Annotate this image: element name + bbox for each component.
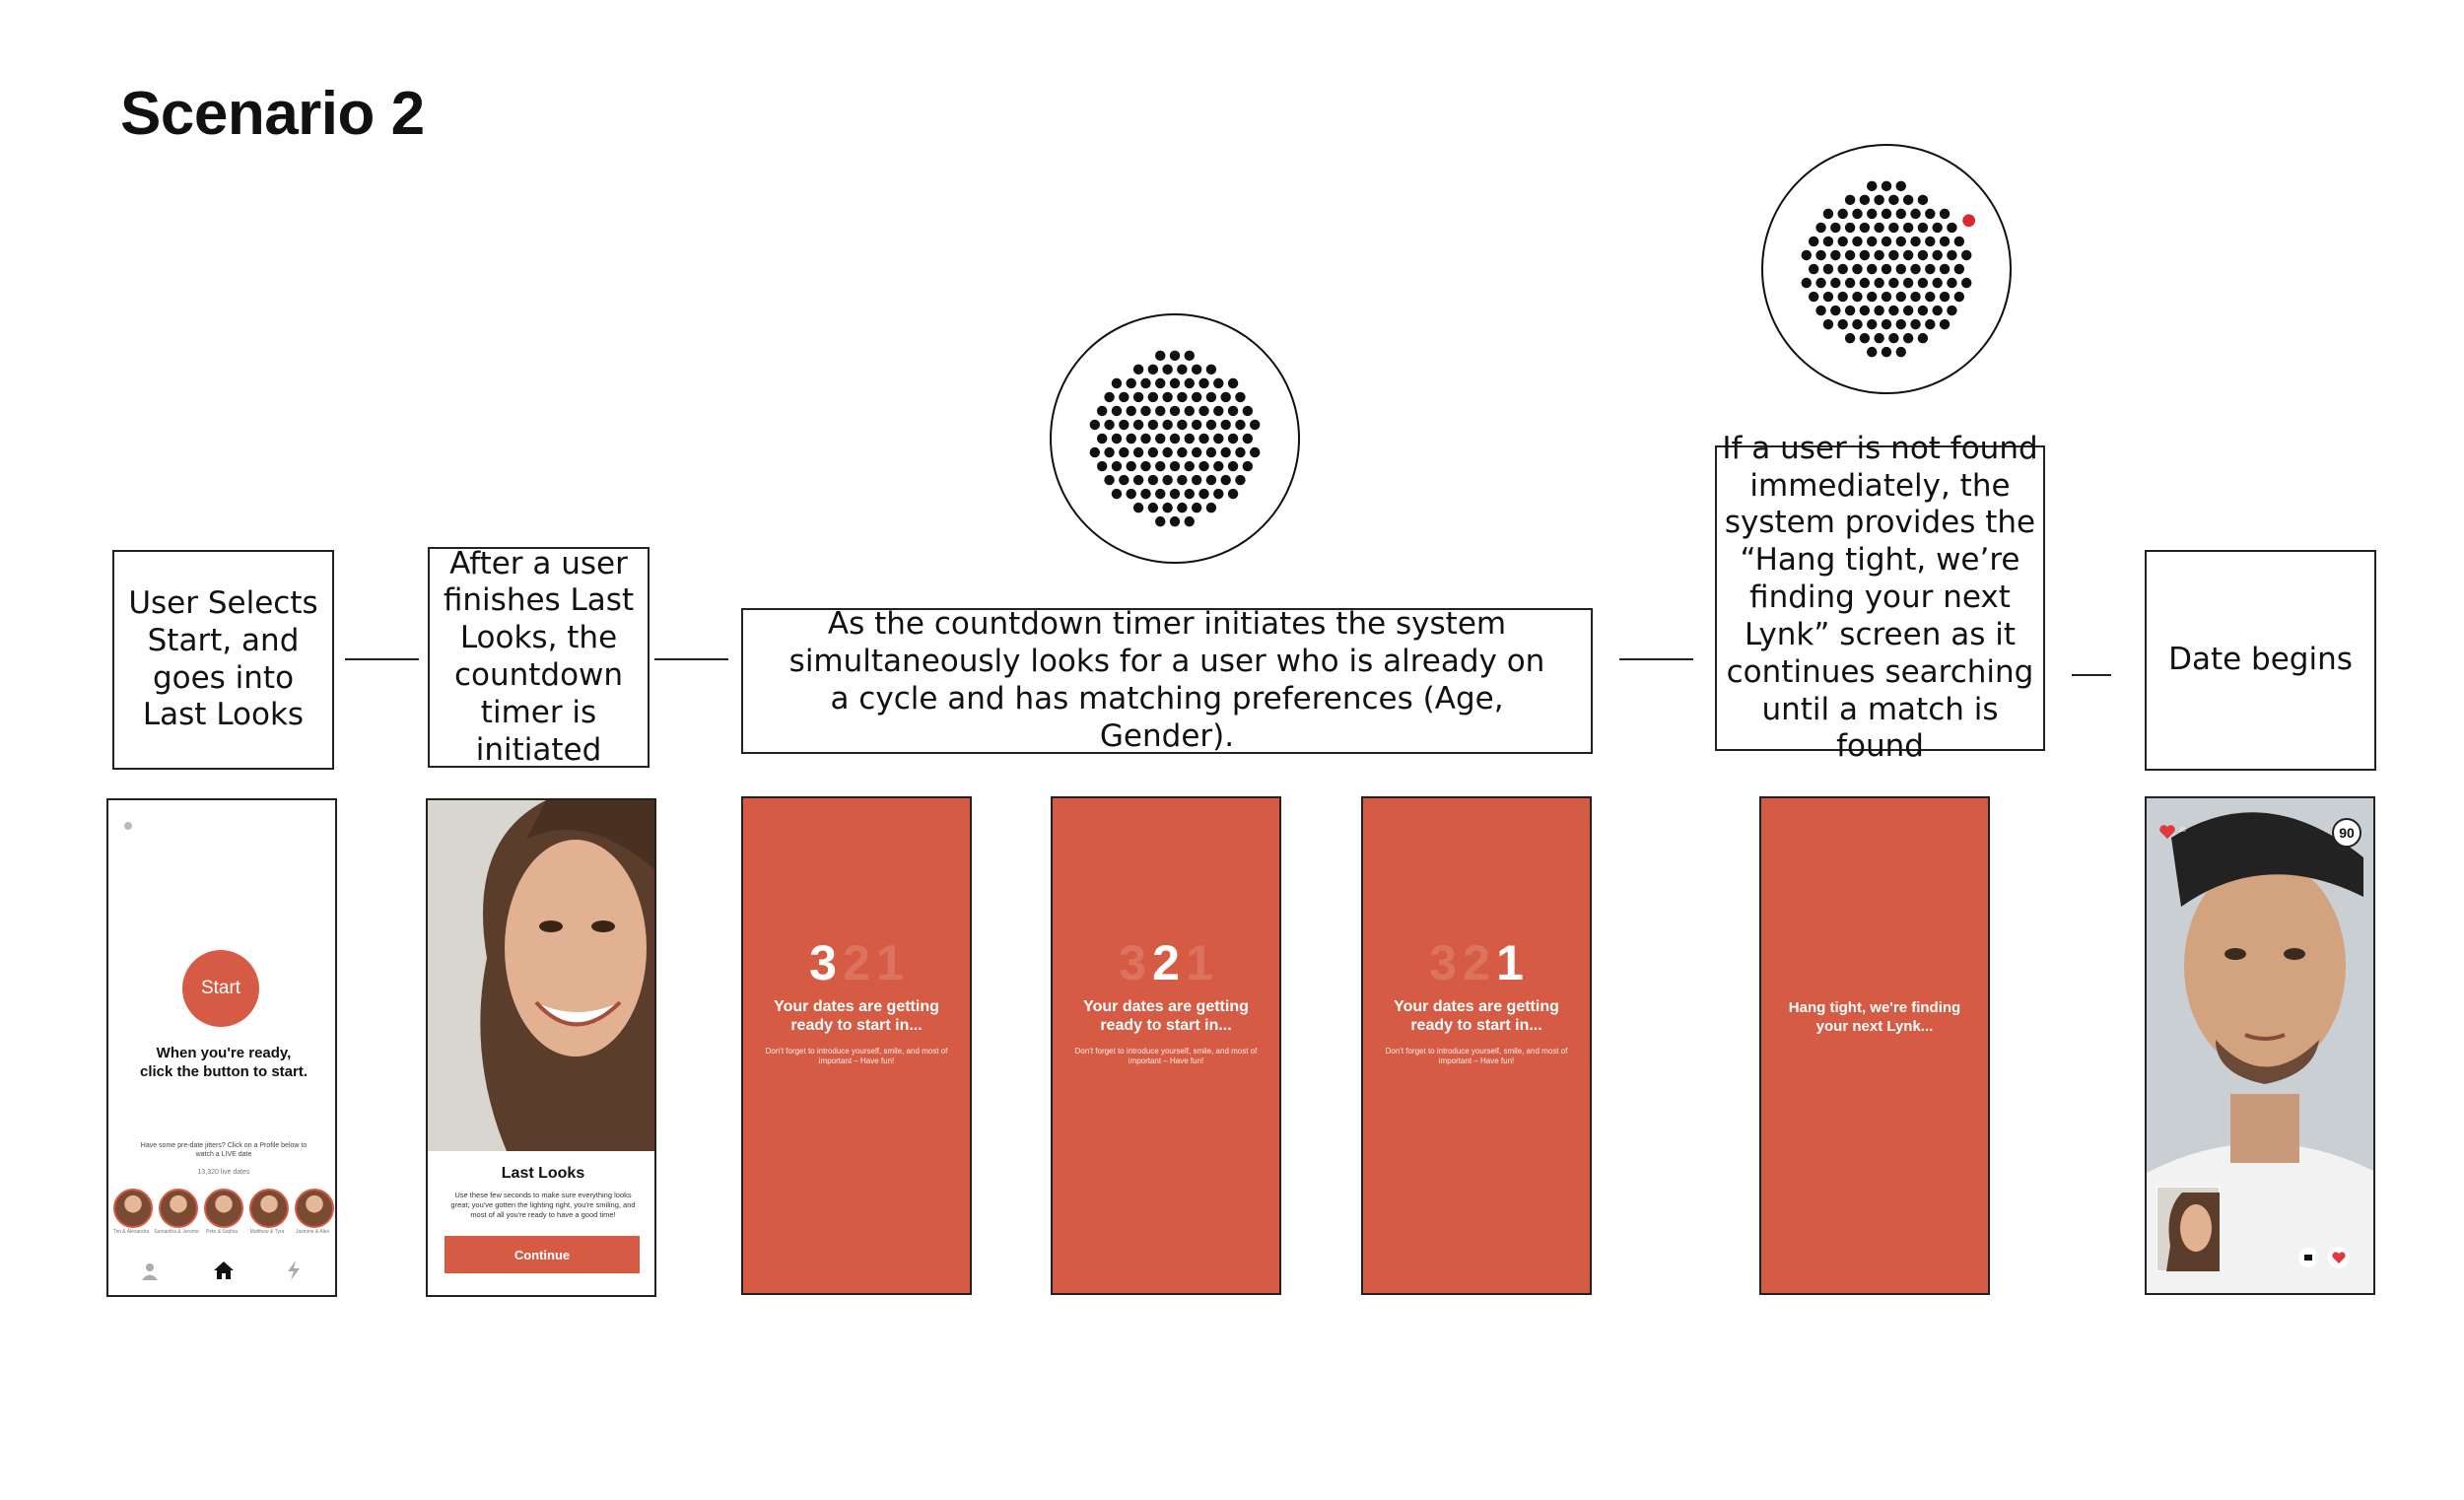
search-dot [1903, 306, 1913, 315]
search-dot [1192, 420, 1201, 430]
search-dot [1888, 250, 1898, 260]
search-dot [1845, 306, 1855, 315]
search-dot [1845, 223, 1855, 233]
avatar[interactable] [159, 1189, 198, 1228]
connector-line [345, 658, 419, 660]
search-dot [1903, 333, 1913, 343]
search-dot [1888, 223, 1898, 233]
search-dot [1140, 434, 1150, 443]
search-dot [1162, 447, 1172, 457]
hang-tight-text: Hang tight, we're finding your next Lynk... [1788, 999, 1961, 1035]
countdown-digit: 1 [876, 935, 904, 990]
search-dot [1155, 351, 1165, 361]
avatar-name: Pete & Sophia [206, 1229, 238, 1235]
search-dot [1815, 250, 1825, 260]
date-screen [2145, 796, 2375, 1295]
search-dot [1112, 461, 1122, 471]
search-dot [1852, 292, 1862, 302]
heart-icon[interactable] [2328, 1247, 2350, 1268]
search-dot [1206, 475, 1216, 485]
countdown-digit: 3 [1119, 935, 1146, 990]
search-dot [1867, 264, 1877, 274]
search-dot [1961, 250, 1971, 260]
search-dot [1925, 319, 1935, 329]
countdown-digit: 1 [1496, 935, 1524, 990]
search-dot [1947, 306, 1956, 315]
connector-line [1619, 658, 1693, 660]
search-dot [1874, 223, 1883, 233]
avatar-name: Samantha & Jerome [154, 1229, 199, 1235]
heart-icon [2158, 824, 2176, 840]
hang-tight-screen [1759, 796, 1990, 1295]
avatar[interactable] [204, 1189, 243, 1228]
search-dot [1918, 195, 1928, 205]
search-dot [1148, 365, 1158, 375]
search-dot [1947, 278, 1956, 288]
search-dot [1177, 447, 1187, 457]
last-looks-title: Last Looks [501, 1165, 585, 1182]
search-dot [1155, 489, 1165, 499]
search-dot [1250, 447, 1260, 457]
search-dot [1882, 319, 1891, 329]
avatar-name: Jasmine & Alex [295, 1229, 330, 1235]
search-dot [1162, 420, 1172, 430]
search-dot [1133, 447, 1143, 457]
search-dot [1192, 392, 1201, 402]
search-dot [1243, 406, 1253, 416]
search-dot [1192, 365, 1201, 375]
countdown-digits [743, 934, 970, 991]
jitters-text: Have some pre-date jitters? Click on a Profile below to watch a LIVE date [140, 1142, 308, 1159]
search-dot [1192, 503, 1201, 512]
search-dot [1837, 292, 1847, 302]
search-dot [1206, 392, 1216, 402]
search-dot [1823, 209, 1833, 219]
search-dot [1206, 447, 1216, 457]
search-dot [1170, 489, 1180, 499]
avatar-name: Tim & Alexandra [112, 1229, 150, 1235]
countdown-screen-3 [741, 796, 972, 1295]
countdown-heading: Your dates are getting ready to start in... [774, 998, 939, 1035]
search-dot [1097, 461, 1107, 471]
search-dot [1910, 209, 1920, 219]
step-box-start: User Selects Start, and goes into Last Looks [112, 550, 334, 770]
search-dot [1228, 434, 1238, 443]
search-dot [1148, 475, 1158, 485]
search-dot [1910, 292, 1920, 302]
search-dot [1823, 292, 1833, 302]
search-dot [1126, 434, 1135, 443]
search-dot [1837, 264, 1847, 274]
search-dot [1177, 392, 1187, 402]
search-dot [1126, 461, 1135, 471]
search-dots-icon [1761, 144, 2012, 394]
search-dot [1155, 516, 1165, 526]
search-dot [1177, 475, 1187, 485]
search-dot [1170, 406, 1180, 416]
search-dot [1888, 306, 1898, 315]
search-dot [1888, 195, 1898, 205]
live-count: 13,320 live dates [197, 1169, 250, 1176]
search-dot [1192, 447, 1201, 457]
search-dot [1133, 475, 1143, 485]
search-dot [1185, 434, 1195, 443]
search-dot [1126, 489, 1135, 499]
search-dot [1198, 489, 1208, 499]
search-dot [1925, 209, 1935, 219]
search-dot [1830, 306, 1840, 315]
search-dot [1947, 223, 1956, 233]
search-dot [1090, 447, 1100, 457]
search-dot [1243, 461, 1253, 471]
search-dot [1830, 250, 1840, 260]
search-dot [1228, 406, 1238, 416]
search-dot [1148, 447, 1158, 457]
search-dot [1837, 237, 1847, 246]
search-dot [1823, 264, 1833, 274]
search-dot [1140, 378, 1150, 388]
search-dot [1903, 195, 1913, 205]
search-dot [1852, 264, 1862, 274]
search-dot [1830, 223, 1840, 233]
search-dot [1162, 503, 1172, 512]
search-dot [1235, 420, 1245, 430]
search-dot [1809, 237, 1818, 246]
search-dot [1882, 209, 1891, 219]
search-dot [1852, 237, 1862, 246]
search-dot [1932, 250, 1942, 260]
search-dot [1852, 209, 1862, 219]
search-dot [1918, 223, 1928, 233]
date-timer: 90 [2332, 818, 2361, 848]
search-dot [1809, 292, 1818, 302]
search-dot [1882, 292, 1891, 302]
search-dot [1228, 378, 1238, 388]
countdown-tip: Don't forget to introduce yourself, smile, and most of important – Have fun! [1385, 1047, 1568, 1066]
search-dot [1940, 319, 1950, 329]
search-dot [1119, 420, 1129, 430]
search-dot [1837, 319, 1847, 329]
search-dot [1213, 489, 1223, 499]
search-dot [1185, 351, 1195, 361]
search-dot [1860, 195, 1870, 205]
likes-count: 20 [2179, 828, 2186, 834]
page-title: Scenario 2 [120, 80, 425, 148]
search-dot [1940, 292, 1950, 302]
search-dot [1140, 489, 1150, 499]
search-dot [1954, 237, 1964, 246]
search-dot [1845, 195, 1855, 205]
search-dot [1220, 392, 1230, 402]
chat-icon[interactable] [2298, 1248, 2318, 1267]
search-dot [1213, 434, 1223, 443]
search-dot [1162, 475, 1172, 485]
search-dot [1860, 333, 1870, 343]
search-dot [1148, 503, 1158, 512]
search-dot [1177, 365, 1187, 375]
search-dot [1888, 333, 1898, 343]
search-dot [1809, 264, 1818, 274]
search-dot [1918, 333, 1928, 343]
search-dot [1830, 278, 1840, 288]
search-dot [1220, 475, 1230, 485]
home-icon[interactable] [213, 1260, 235, 1281]
search-dot [1097, 406, 1107, 416]
search-dot [1185, 489, 1195, 499]
step-box-hang-tight: If a user is not found immediately, the system provides the “Hang tight, we’re finding your next Lynk” screen as it continues searching until a match is found [1715, 445, 2045, 751]
search-dot [1148, 392, 1158, 402]
search-dot [1802, 278, 1812, 288]
search-dot [1896, 292, 1906, 302]
search-dot [1162, 392, 1172, 402]
countdown-digit: 2 [1152, 935, 1180, 990]
search-dot [1198, 406, 1208, 416]
avatar[interactable] [249, 1189, 289, 1228]
search-dot [1206, 503, 1216, 512]
search-dot [1888, 278, 1898, 288]
search-dot [1837, 209, 1847, 219]
search-dot [1235, 447, 1245, 457]
search-dot [1104, 475, 1114, 485]
search-dot [1235, 475, 1245, 485]
countdown-digit: 2 [843, 935, 870, 990]
profile-icon[interactable] [140, 1261, 160, 1281]
search-dot [1882, 347, 1891, 357]
search-dot [1112, 378, 1122, 388]
search-dot [1940, 264, 1950, 274]
countdown-digits [1053, 934, 1279, 991]
search-dot [1090, 420, 1100, 430]
search-dot [1845, 250, 1855, 260]
search-dot [1220, 447, 1230, 457]
search-dot [1882, 264, 1891, 274]
search-dot [1140, 461, 1150, 471]
search-dot [1940, 237, 1950, 246]
search-dot [1925, 237, 1935, 246]
search-dot [1185, 406, 1195, 416]
search-dot [1947, 250, 1956, 260]
search-dot [1925, 292, 1935, 302]
search-dot [1882, 181, 1891, 191]
search-dot [1802, 250, 1812, 260]
search-dot [1874, 333, 1883, 343]
last-looks-screen [426, 798, 656, 1297]
search-dot [1198, 378, 1208, 388]
search-dot [1874, 250, 1883, 260]
countdown-heading: Your dates are getting ready to start in... [1394, 998, 1559, 1035]
search-dot [1119, 392, 1129, 402]
search-dot [1867, 181, 1877, 191]
search-dot [1815, 223, 1825, 233]
match-dot [1962, 214, 1975, 227]
search-dot [1177, 420, 1187, 430]
search-dot [1213, 461, 1223, 471]
countdown-tip: Don't forget to introduce yourself, smile, and most of important – Have fun! [765, 1047, 948, 1066]
search-dot [1882, 237, 1891, 246]
start-prompt: When you're ready, click the button to start. [139, 1045, 308, 1080]
countdown-digit: 1 [1186, 935, 1213, 990]
search-dot [1867, 209, 1877, 219]
search-dot [1845, 333, 1855, 343]
search-dot [1867, 319, 1877, 329]
search-dot [1228, 461, 1238, 471]
search-dot [1104, 420, 1114, 430]
countdown-tip: Don't forget to introduce yourself, smile, and most of important – Have fun! [1074, 1047, 1258, 1066]
search-dot [1932, 306, 1942, 315]
search-dot [1250, 420, 1260, 430]
search-dot [1170, 378, 1180, 388]
search-dot [1140, 406, 1150, 416]
search-dot [1220, 420, 1230, 430]
selfie-photo [428, 800, 656, 1151]
search-dots-icon [1050, 313, 1300, 564]
search-dot [1860, 223, 1870, 233]
continue-button[interactable]: Continue [445, 1236, 640, 1273]
search-dot [1155, 434, 1165, 443]
search-dot [1940, 209, 1950, 219]
countdown-digit: 2 [1463, 935, 1490, 990]
connector-line [2072, 674, 2111, 676]
search-dot [1119, 475, 1129, 485]
search-dot [1104, 447, 1114, 457]
search-dot [1243, 434, 1253, 443]
search-dot [1896, 319, 1906, 329]
search-dot [1198, 434, 1208, 443]
search-dot [1910, 237, 1920, 246]
search-dot [1867, 347, 1877, 357]
search-dot [1185, 378, 1195, 388]
search-dot [1903, 278, 1913, 288]
search-dot [1867, 292, 1877, 302]
status-dot [124, 822, 132, 830]
search-dot [1845, 278, 1855, 288]
search-dot [1896, 181, 1906, 191]
search-dot [1860, 278, 1870, 288]
search-dot [1177, 503, 1187, 512]
search-dot [1155, 378, 1165, 388]
search-dot [1815, 278, 1825, 288]
search-dot [1192, 475, 1201, 485]
step-box-last-looks: After a user finishes Last Looks, the countdown timer is initiated [428, 547, 650, 768]
search-dot [1954, 292, 1964, 302]
search-dot [1126, 406, 1135, 416]
connector-line [654, 658, 728, 660]
search-dot [1213, 406, 1223, 416]
search-dot [1097, 434, 1107, 443]
search-dot [1896, 237, 1906, 246]
search-dot [1932, 223, 1942, 233]
search-dot [1133, 420, 1143, 430]
lightning-icon[interactable] [286, 1261, 302, 1280]
search-dot [1104, 392, 1114, 402]
search-dot [1148, 420, 1158, 430]
search-dot [1918, 306, 1928, 315]
search-dot [1918, 278, 1928, 288]
avatar[interactable] [295, 1189, 334, 1228]
start-button[interactable]: Start [182, 950, 259, 1027]
search-dot [1185, 461, 1195, 471]
search-dot [1860, 250, 1870, 260]
step-box-matching: As the countdown timer initiates the system simultaneously looks for a user who is already on a cycle and has matching preferences (Age, Gender). [741, 608, 1593, 754]
search-dot [1823, 237, 1833, 246]
search-dot [1954, 264, 1964, 274]
search-dot [1918, 250, 1928, 260]
search-dot [1235, 392, 1245, 402]
search-dot [1133, 392, 1143, 402]
search-dot [1823, 319, 1833, 329]
search-dot [1133, 365, 1143, 375]
search-dot [1910, 319, 1920, 329]
countdown-screen-1 [1361, 796, 1592, 1295]
last-looks-body: Use these few seconds to make sure everything looks great; you've gotten the lighting right, you're smiling, and most of all you're ready to have a good time! [450, 1191, 636, 1220]
search-dot [1170, 461, 1180, 471]
search-dot [1155, 461, 1165, 471]
search-dot [1815, 306, 1825, 315]
search-dot [1170, 516, 1180, 526]
start-screen [106, 798, 337, 1297]
step-box-date-begins: Date begins [2145, 550, 2376, 771]
search-dot [1185, 516, 1195, 526]
search-dot [1162, 365, 1172, 375]
search-dot [1852, 319, 1862, 329]
search-dot [1903, 250, 1913, 260]
search-dot [1860, 306, 1870, 315]
countdown-heading: Your dates are getting ready to start in... [1083, 998, 1249, 1035]
search-dot [1932, 278, 1942, 288]
search-dot [1896, 264, 1906, 274]
search-dot [1112, 434, 1122, 443]
search-dot [1896, 209, 1906, 219]
self-view-thumbnail[interactable] [2156, 1187, 2220, 1271]
search-dot [1874, 195, 1883, 205]
search-dot [1170, 351, 1180, 361]
search-dot [1228, 489, 1238, 499]
search-dot [1206, 420, 1216, 430]
search-dot [1119, 447, 1129, 457]
search-dot [1112, 489, 1122, 499]
avatar-name: Matthew & Tyra [249, 1229, 285, 1235]
search-dot [1896, 347, 1906, 357]
search-dot [1867, 237, 1877, 246]
search-dot [1961, 278, 1971, 288]
countdown-digit: 3 [1429, 935, 1457, 990]
search-dot [1112, 406, 1122, 416]
search-dot [1874, 278, 1883, 288]
countdown-digit: 3 [809, 935, 837, 990]
search-dot [1903, 223, 1913, 233]
search-dot [1198, 461, 1208, 471]
search-dot [1925, 264, 1935, 274]
countdown-screen-2 [1051, 796, 1281, 1295]
search-dot [1155, 406, 1165, 416]
search-dot [1170, 434, 1180, 443]
search-dot [1874, 306, 1883, 315]
search-dot [1126, 378, 1135, 388]
search-dot [1910, 264, 1920, 274]
search-dot [1213, 378, 1223, 388]
avatar[interactable] [113, 1189, 153, 1228]
search-dot [1206, 365, 1216, 375]
search-dot [1133, 503, 1143, 512]
countdown-digits [1363, 934, 1590, 991]
